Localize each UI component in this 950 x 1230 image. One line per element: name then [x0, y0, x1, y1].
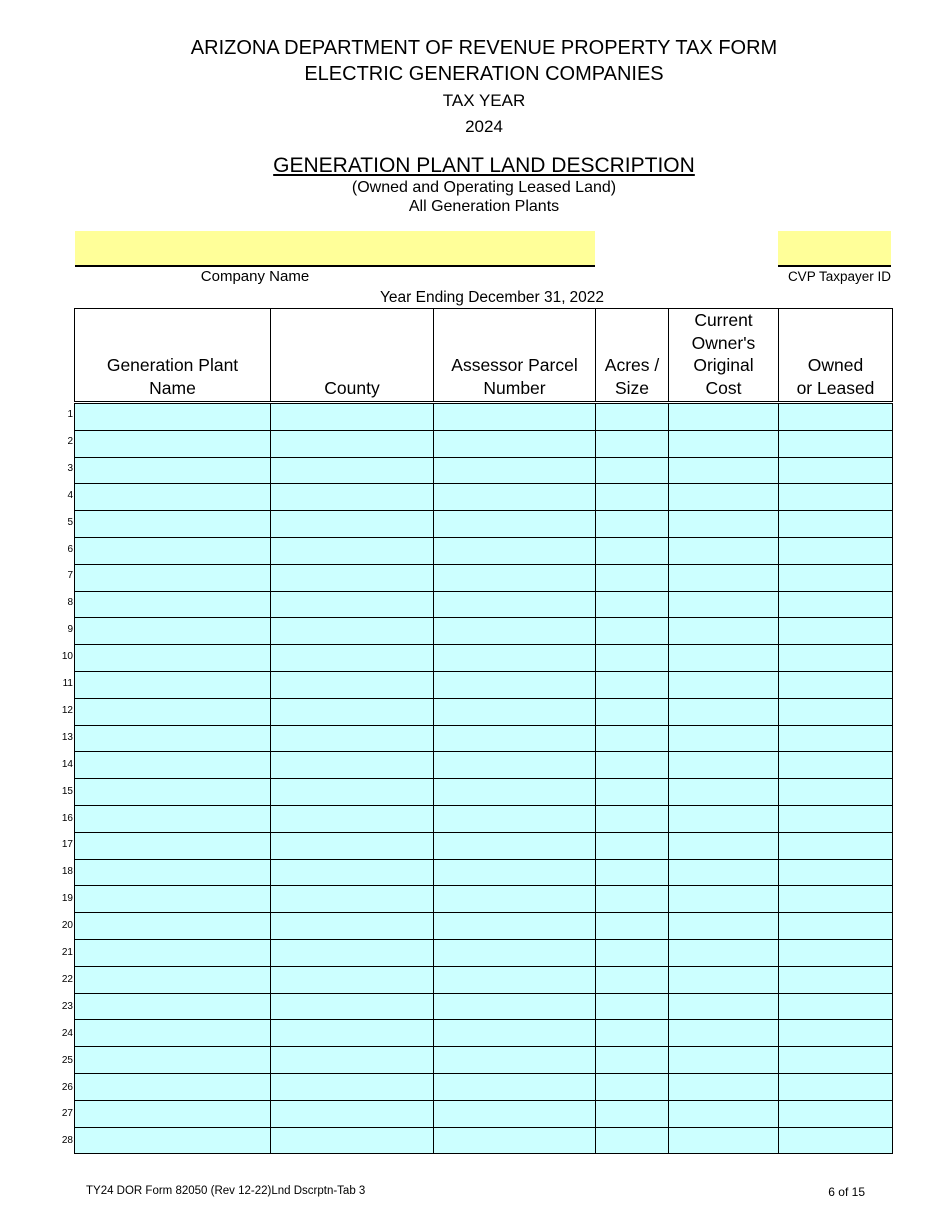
row-number: 25	[61, 1054, 73, 1066]
section-title: GENERATION PLANT LAND DESCRIPTION	[273, 154, 695, 177]
owned-leased-cell[interactable]	[779, 645, 893, 672]
footer-page-number: 6 of 15	[828, 1185, 865, 1199]
acres-cell[interactable]	[596, 671, 669, 698]
county-cell[interactable]	[271, 993, 434, 1020]
plant-name-cell[interactable]	[75, 779, 271, 806]
row-number: 14	[61, 758, 73, 770]
col-header-acres-line2: Size	[614, 377, 650, 398]
row-number: 23	[61, 1000, 73, 1012]
col-header-parcel-line2: Number	[483, 377, 546, 398]
col-header-owned-line1: Owned	[807, 355, 864, 375]
row-number: 8	[67, 597, 73, 609]
cvp-taxpayer-id-label: CVP Taxpayer ID	[787, 269, 891, 284]
parcel-number-cell[interactable]	[434, 859, 596, 886]
county-cell[interactable]	[271, 484, 434, 511]
original-cost-cell[interactable]	[669, 805, 779, 832]
acres-cell[interactable]	[596, 832, 669, 859]
plant-name-cell[interactable]	[75, 430, 271, 457]
table-row	[75, 645, 893, 672]
county-cell[interactable]	[271, 859, 434, 886]
table-row	[75, 779, 893, 806]
owned-leased-cell[interactable]	[779, 671, 893, 698]
table-row	[75, 564, 893, 591]
owned-leased-cell[interactable]	[779, 832, 893, 859]
table-row	[75, 457, 893, 484]
cvp-taxpayer-id-input[interactable]	[778, 231, 891, 267]
county-cell[interactable]	[271, 725, 434, 752]
owned-leased-cell[interactable]	[779, 939, 893, 966]
row-number: 26	[61, 1081, 73, 1093]
parcel-number-cell[interactable]	[434, 1100, 596, 1127]
plant-name-cell[interactable]	[75, 725, 271, 752]
row-number: 6	[67, 543, 73, 555]
acres-cell[interactable]	[596, 430, 669, 457]
row-number: 9	[67, 624, 73, 636]
county-cell[interactable]	[271, 1073, 434, 1100]
col-header-owned-line2: or Leased	[796, 377, 875, 398]
acres-cell[interactable]	[596, 1127, 669, 1154]
plant-name-cell[interactable]	[75, 805, 271, 832]
col-header-plant-name-line1: Generation Plant	[106, 355, 239, 375]
land-description-table	[74, 308, 893, 1154]
county-cell[interactable]	[271, 752, 434, 779]
plant-name-cell[interactable]	[75, 591, 271, 618]
company-name-label: Company Name	[200, 268, 310, 285]
plant-name-cell[interactable]	[75, 1047, 271, 1074]
plant-name-cell[interactable]	[75, 859, 271, 886]
owned-leased-cell[interactable]	[779, 966, 893, 993]
tax-year-value: 2024	[465, 117, 503, 136]
county-cell[interactable]	[271, 1020, 434, 1047]
plant-name-cell[interactable]	[75, 537, 271, 564]
owned-leased-cell[interactable]	[779, 1073, 893, 1100]
original-cost-cell[interactable]	[669, 457, 779, 484]
plant-name-cell[interactable]	[75, 618, 271, 645]
table-row	[75, 1127, 893, 1154]
plant-name-cell[interactable]	[75, 403, 271, 431]
original-cost-cell[interactable]	[669, 939, 779, 966]
plant-name-cell[interactable]	[75, 832, 271, 859]
table-row	[75, 484, 893, 511]
county-cell[interactable]	[271, 457, 434, 484]
county-cell[interactable]	[271, 1047, 434, 1074]
owned-leased-cell[interactable]	[779, 457, 893, 484]
county-cell[interactable]	[271, 645, 434, 672]
county-cell[interactable]	[271, 1100, 434, 1127]
parcel-number-cell[interactable]	[434, 886, 596, 913]
owned-leased-cell[interactable]	[779, 779, 893, 806]
parcel-number-cell[interactable]	[434, 1020, 596, 1047]
table-row	[75, 913, 893, 940]
owned-leased-cell[interactable]	[779, 725, 893, 752]
table-row	[75, 698, 893, 725]
county-cell[interactable]	[271, 966, 434, 993]
col-header-plant-name-line2: Name	[149, 377, 196, 398]
owned-leased-cell[interactable]	[779, 430, 893, 457]
table-row	[75, 618, 893, 645]
original-cost-cell[interactable]	[669, 403, 779, 431]
plant-name-cell[interactable]	[75, 886, 271, 913]
row-number: 20	[61, 920, 73, 932]
owned-leased-cell[interactable]	[779, 1100, 893, 1127]
original-cost-cell[interactable]	[669, 1073, 779, 1100]
owned-leased-cell[interactable]	[779, 993, 893, 1020]
county-cell[interactable]	[271, 403, 434, 431]
owned-leased-cell[interactable]	[779, 859, 893, 886]
original-cost-cell[interactable]	[669, 564, 779, 591]
county-cell[interactable]	[271, 1127, 434, 1154]
original-cost-cell[interactable]	[669, 645, 779, 672]
acres-cell[interactable]	[596, 591, 669, 618]
table-row	[75, 966, 893, 993]
owned-leased-cell[interactable]	[779, 913, 893, 940]
original-cost-cell[interactable]	[669, 993, 779, 1020]
col-header-acres	[596, 309, 669, 403]
tax-year-label: TAX YEAR	[442, 91, 526, 110]
plant-name-cell[interactable]	[75, 698, 271, 725]
county-cell[interactable]	[271, 698, 434, 725]
plant-name-cell[interactable]	[75, 511, 271, 538]
acres-cell[interactable]	[596, 939, 669, 966]
original-cost-cell[interactable]	[669, 752, 779, 779]
row-number: 17	[61, 839, 73, 851]
plant-name-cell[interactable]	[75, 752, 271, 779]
original-cost-cell[interactable]	[669, 430, 779, 457]
plant-name-cell[interactable]	[75, 1100, 271, 1127]
row-number: 22	[61, 973, 73, 985]
parcel-number-cell[interactable]	[434, 403, 596, 431]
year-ending-year: 2022	[569, 289, 605, 306]
county-cell[interactable]	[271, 832, 434, 859]
acres-cell[interactable]	[596, 457, 669, 484]
acres-cell[interactable]	[596, 1047, 669, 1074]
plant-name-cell[interactable]	[75, 484, 271, 511]
acres-cell[interactable]	[596, 564, 669, 591]
acres-cell[interactable]	[596, 645, 669, 672]
parcel-number-cell[interactable]	[434, 725, 596, 752]
company-name-input[interactable]	[75, 231, 595, 267]
acres-cell[interactable]	[596, 805, 669, 832]
col-header-county-line2: County	[324, 377, 380, 398]
section-subtitle-1: (Owned and Operating Leased Land)	[351, 179, 617, 196]
parcel-number-cell[interactable]	[434, 457, 596, 484]
col-header-cost-line3: Original	[693, 355, 754, 375]
parcel-number-cell[interactable]	[434, 671, 596, 698]
county-cell[interactable]	[271, 805, 434, 832]
acres-cell[interactable]	[596, 484, 669, 511]
table-row	[75, 886, 893, 913]
table-row	[75, 403, 893, 431]
owned-leased-cell[interactable]	[779, 1047, 893, 1074]
acres-cell[interactable]	[596, 698, 669, 725]
col-header-parcel-line1: Assessor Parcel	[451, 355, 578, 375]
owned-leased-cell[interactable]	[779, 752, 893, 779]
original-cost-cell[interactable]	[669, 779, 779, 806]
row-number: 15	[61, 785, 73, 797]
parcel-number-cell[interactable]	[434, 913, 596, 940]
parcel-number-cell[interactable]	[434, 591, 596, 618]
plant-name-cell[interactable]	[75, 671, 271, 698]
table-row	[75, 591, 893, 618]
acres-cell[interactable]	[596, 1020, 669, 1047]
parcel-number-cell[interactable]	[434, 993, 596, 1020]
col-header-original-cost	[669, 309, 779, 403]
year-ending-label: Year Ending December 31,	[380, 289, 566, 306]
table-row	[75, 430, 893, 457]
table-row	[75, 993, 893, 1020]
table-row	[75, 537, 893, 564]
table-row	[75, 1100, 893, 1127]
col-header-parcel-number	[434, 309, 596, 403]
row-number: 27	[61, 1108, 73, 1120]
col-header-county	[271, 309, 434, 403]
acres-cell[interactable]	[596, 618, 669, 645]
original-cost-cell[interactable]	[669, 537, 779, 564]
row-number: 12	[61, 704, 73, 716]
plant-name-cell[interactable]	[75, 939, 271, 966]
original-cost-cell[interactable]	[669, 1127, 779, 1154]
table-row	[75, 859, 893, 886]
parcel-number-cell[interactable]	[434, 1047, 596, 1074]
owned-leased-cell[interactable]	[779, 1127, 893, 1154]
parcel-number-cell[interactable]	[434, 939, 596, 966]
parcel-number-cell[interactable]	[434, 618, 596, 645]
acres-cell[interactable]	[596, 403, 669, 431]
parcel-number-cell[interactable]	[434, 966, 596, 993]
parcel-number-cell[interactable]	[434, 779, 596, 806]
plant-name-cell[interactable]	[75, 645, 271, 672]
col-header-cost-line2: Owner's	[691, 332, 756, 353]
row-number: 4	[67, 489, 73, 501]
original-cost-cell[interactable]	[669, 725, 779, 752]
footer-form-id: TY24 DOR Form 82050 (Rev 12-22)Lnd Dscrptn-Tab 3	[86, 1185, 366, 1197]
county-cell[interactable]	[271, 618, 434, 645]
county-cell[interactable]	[271, 564, 434, 591]
county-cell[interactable]	[271, 430, 434, 457]
row-number: 11	[62, 678, 73, 689]
owned-leased-cell[interactable]	[779, 698, 893, 725]
parcel-number-cell[interactable]	[434, 564, 596, 591]
county-cell[interactable]	[271, 537, 434, 564]
section-subtitle-2: All Generation Plants	[408, 198, 560, 215]
table-row	[75, 832, 893, 859]
year-ending	[380, 289, 604, 307]
row-number: 1	[67, 409, 73, 420]
owned-leased-cell[interactable]	[779, 403, 893, 431]
plant-name-cell[interactable]	[75, 1020, 271, 1047]
col-header-acres-line1: Acres /	[604, 355, 660, 375]
plant-name-cell[interactable]	[75, 457, 271, 484]
parcel-number-cell[interactable]	[434, 1127, 596, 1154]
county-cell[interactable]	[271, 671, 434, 698]
table-row	[75, 1073, 893, 1100]
owned-leased-cell[interactable]	[779, 537, 893, 564]
original-cost-cell[interactable]	[669, 832, 779, 859]
parcel-number-cell[interactable]	[434, 430, 596, 457]
acres-cell[interactable]	[596, 993, 669, 1020]
county-cell[interactable]	[271, 591, 434, 618]
original-cost-cell[interactable]	[669, 698, 779, 725]
acres-cell[interactable]	[596, 537, 669, 564]
original-cost-cell[interactable]	[669, 966, 779, 993]
county-cell[interactable]	[271, 886, 434, 913]
county-cell[interactable]	[271, 913, 434, 940]
parcel-number-cell[interactable]	[434, 805, 596, 832]
original-cost-cell[interactable]	[669, 1020, 779, 1047]
row-number: 21	[61, 947, 73, 958]
row-number: 18	[61, 866, 73, 878]
table-row	[75, 1020, 893, 1047]
row-number: 24	[61, 1027, 73, 1039]
acres-cell[interactable]	[596, 1100, 669, 1127]
row-number: 28	[61, 1135, 73, 1147]
plant-name-cell[interactable]	[75, 1127, 271, 1154]
acres-cell[interactable]	[596, 779, 669, 806]
original-cost-cell[interactable]	[669, 859, 779, 886]
owned-leased-cell[interactable]	[779, 805, 893, 832]
table-row	[75, 939, 893, 966]
col-header-cost-line1: Current	[694, 310, 753, 330]
owned-leased-cell[interactable]	[779, 591, 893, 618]
row-number: 16	[61, 812, 73, 824]
original-cost-cell[interactable]	[669, 591, 779, 618]
county-cell[interactable]	[271, 779, 434, 806]
original-cost-cell[interactable]	[669, 511, 779, 538]
col-header-cost-line4: Cost	[705, 377, 742, 398]
acres-cell[interactable]	[596, 859, 669, 886]
table-row	[75, 671, 893, 698]
owned-leased-cell[interactable]	[779, 484, 893, 511]
table-row	[75, 752, 893, 779]
owned-leased-cell[interactable]	[779, 618, 893, 645]
row-number: 19	[61, 893, 73, 905]
county-cell[interactable]	[271, 511, 434, 538]
original-cost-cell[interactable]	[669, 671, 779, 698]
plant-name-cell[interactable]	[75, 1073, 271, 1100]
original-cost-cell[interactable]	[669, 913, 779, 940]
table-row	[75, 1047, 893, 1074]
table-row	[75, 511, 893, 538]
acres-cell[interactable]	[596, 886, 669, 913]
parcel-number-cell[interactable]	[434, 511, 596, 538]
table-row	[75, 805, 893, 832]
parcel-number-cell[interactable]	[434, 645, 596, 672]
row-number: 10	[61, 651, 73, 663]
plant-name-cell[interactable]	[75, 564, 271, 591]
owned-leased-cell[interactable]	[779, 1020, 893, 1047]
original-cost-cell[interactable]	[669, 1047, 779, 1074]
original-cost-cell[interactable]	[669, 1100, 779, 1127]
parcel-number-cell[interactable]	[434, 698, 596, 725]
plant-name-cell[interactable]	[75, 993, 271, 1020]
form-title-line2: ELECTRIC GENERATION COMPANIES	[304, 63, 664, 85]
acres-cell[interactable]	[596, 1073, 669, 1100]
parcel-number-cell[interactable]	[434, 484, 596, 511]
owned-leased-cell[interactable]	[779, 564, 893, 591]
county-cell[interactable]	[271, 939, 434, 966]
owned-leased-cell[interactable]	[779, 511, 893, 538]
original-cost-cell[interactable]	[669, 618, 779, 645]
original-cost-cell[interactable]	[669, 484, 779, 511]
parcel-number-cell[interactable]	[434, 1073, 596, 1100]
table-header-row	[75, 309, 893, 403]
row-number: 3	[67, 462, 73, 474]
parcel-number-cell[interactable]	[434, 537, 596, 564]
row-number: 2	[67, 435, 73, 447]
acres-cell[interactable]	[596, 511, 669, 538]
acres-cell[interactable]	[596, 966, 669, 993]
original-cost-cell[interactable]	[669, 886, 779, 913]
plant-name-cell[interactable]	[75, 913, 271, 940]
row-number: 13	[61, 731, 73, 743]
owned-leased-cell[interactable]	[779, 886, 893, 913]
acres-cell[interactable]	[596, 725, 669, 752]
acres-cell[interactable]	[596, 913, 669, 940]
form-title-line1: ARIZONA DEPARTMENT OF REVENUE PROPERTY TAX FORM	[190, 37, 778, 59]
col-header-plant-name	[75, 309, 271, 403]
col-header-owned-leased	[779, 309, 893, 403]
parcel-number-cell[interactable]	[434, 832, 596, 859]
plant-name-cell[interactable]	[75, 966, 271, 993]
parcel-number-cell[interactable]	[434, 752, 596, 779]
row-number: 7	[67, 570, 73, 582]
table-row	[75, 725, 893, 752]
acres-cell[interactable]	[596, 752, 669, 779]
row-number: 5	[67, 516, 73, 528]
